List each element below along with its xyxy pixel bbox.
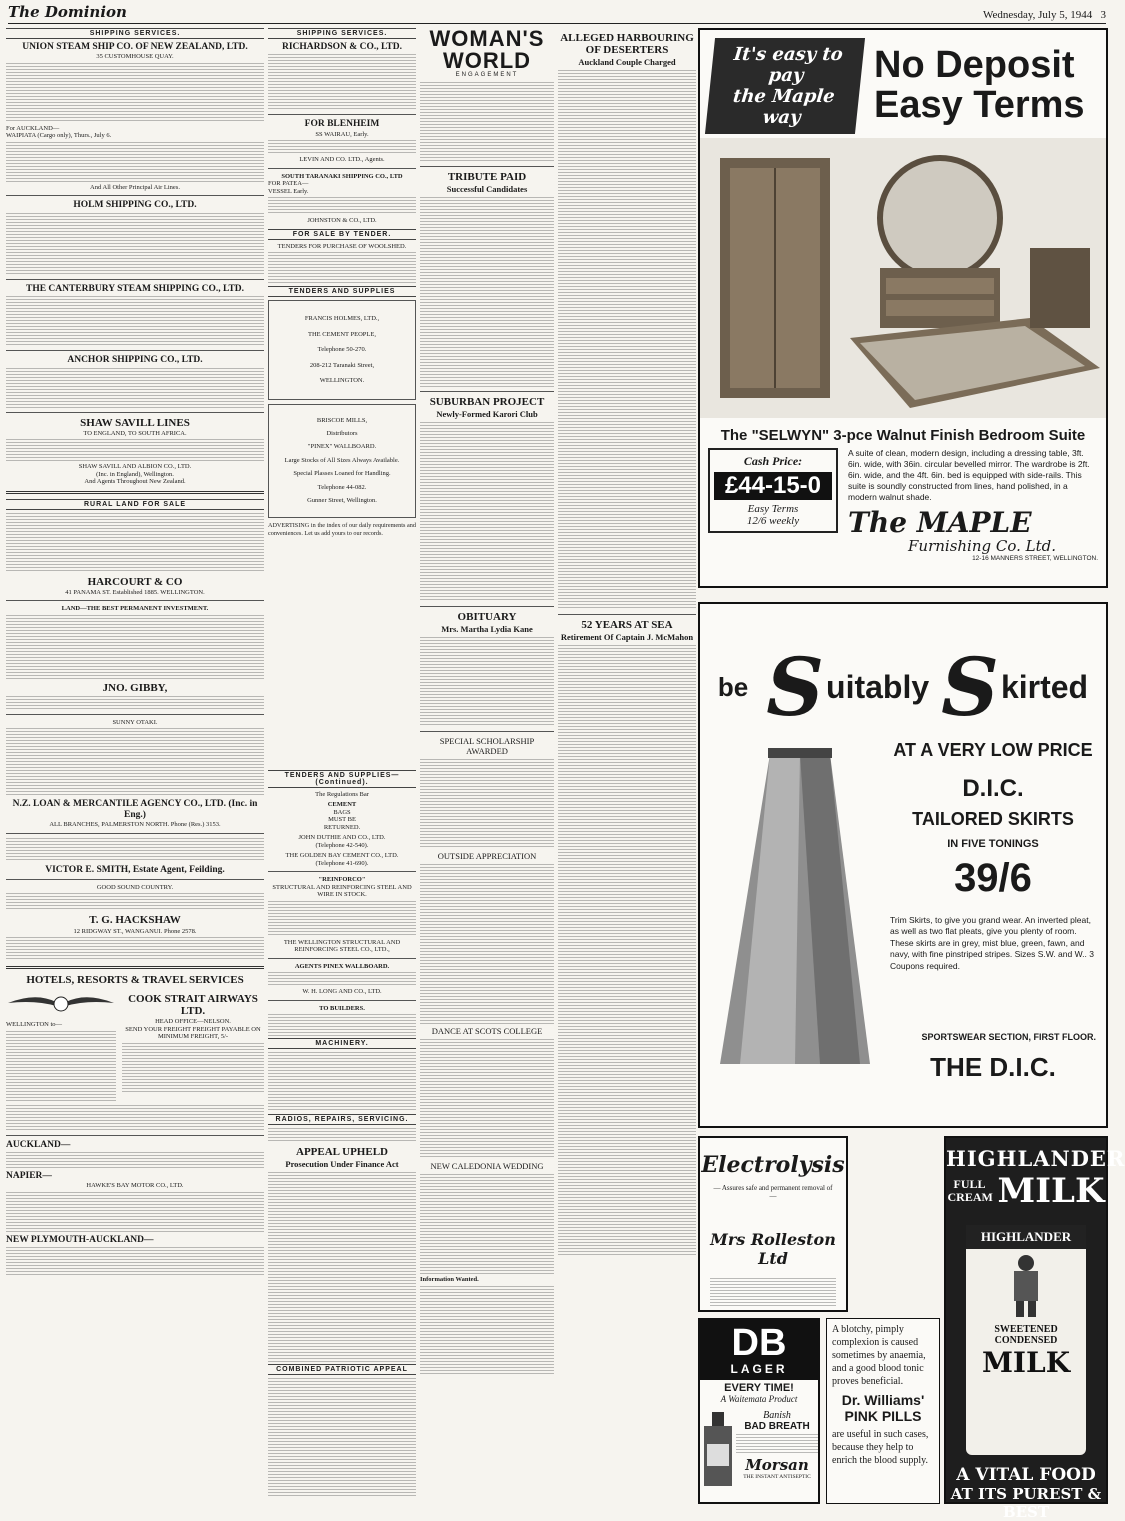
electrolysis-title: Electrolysis (701, 1152, 845, 1178)
text-block (736, 1434, 818, 1454)
divider (558, 614, 696, 615)
rural-heading: RURAL LAND FOR SALE (6, 499, 264, 510)
telephone-2: Telephone 44-082. (317, 483, 367, 491)
highlander-milk-ad (944, 1136, 1125, 1521)
information-wanted: Information Wanted. (420, 1276, 479, 1284)
bedroom-suite-illustration (700, 138, 1106, 418)
milk: MILK (997, 1171, 1105, 1211)
blenheim-ship: SS WAIRAU, Early. (315, 130, 369, 138)
text-block (420, 864, 554, 1024)
for-patea: FOR PATEA— (268, 180, 309, 188)
db-product: A Waitemata Product (720, 1394, 798, 1404)
dic-kirted: kirted (1000, 668, 1089, 705)
cash-price: £44-15-0 (714, 472, 832, 500)
text-block (420, 197, 554, 387)
text-block (6, 439, 264, 461)
column-news (558, 28, 696, 1504)
francis-holmes-ad (268, 300, 416, 399)
text-block (420, 759, 554, 849)
full-cream: FULL CREAM (947, 1177, 993, 1204)
shaw-foot-3: And Agents Throughout New Zealand. (84, 478, 186, 486)
cement: CEMENT (327, 801, 357, 809)
outside-heading: OUTSIDE APPRECIATION (437, 851, 537, 862)
richardson-heading: RICHARDSON & CO., LTD. (282, 42, 402, 52)
machinery-heading: MACHINERY. (268, 1038, 416, 1049)
cement-people: THE CEMENT PEOPLE, (308, 330, 376, 338)
dic-logo: THE D.I.C. (930, 1052, 1056, 1083)
pinex-wallboard: "PINEX" WALLBOARD. (307, 443, 377, 451)
text-block (420, 637, 554, 727)
canterbury-heading: THE CANTERBURY STEAM SHIPPING CO., LTD. (25, 283, 245, 294)
dic-uitably: uitably (826, 668, 930, 705)
morsan-text (736, 1410, 818, 1490)
dic-s-ornament-1: S (766, 640, 825, 734)
hackshaw-address: 12 RIDGWAY ST., WANGANUI. Phone 2578. (73, 927, 197, 935)
divider (6, 879, 264, 880)
holm-heading: HOLM SHIPPING CO., LTD. (73, 200, 197, 211)
section-heading: SHIPPING SERVICES. (6, 28, 264, 39)
auckland-route: For AUCKLAND— (6, 124, 60, 132)
dic-description: Trim Skirts, to give you grand wear. An inverted pleat, as well as two flat pleats, give you plenty of room. These skirts are in grey, mist blue, green, fawn, and navy, with fine pinstriped stripes. Sizes S.W. and W.. 3 Coupons required. (890, 915, 1094, 971)
good-sound-country: GOOD SOUND COUNTRY. (96, 883, 174, 891)
winged-logo-icon (6, 990, 116, 1016)
maple-logo: The MAPLE (848, 506, 1032, 540)
divider (6, 833, 264, 834)
rolleston-name: Mrs Rolleston Ltd (710, 1230, 836, 1268)
vessel: VESSEL Early. (268, 187, 309, 195)
text-block (6, 63, 264, 123)
divider (6, 966, 264, 969)
land-heading: LAND—THE BEST PERMANENT INVESTMENT. (61, 605, 209, 613)
shaw-sub: TO ENGLAND, TO SOUTH AFRICA. (83, 429, 187, 437)
divider (6, 600, 264, 601)
db-header (700, 1320, 818, 1380)
text-block (268, 1378, 416, 1498)
maple-logo-2: Furnishing Co. Ltd. (908, 537, 1057, 556)
hawkes-bay-motor: HAWKE'S BAY MOTOR CO., LTD. (86, 1182, 184, 1190)
text-block (558, 70, 696, 610)
john-duthie-tel: (Telephone 42-540). (315, 841, 369, 849)
bad-breath: BAD BREATH (744, 1421, 810, 1432)
banish: Banish (763, 1410, 791, 1421)
victor-smith: VICTOR E. SMITH, Estate Agent, Feilding. (45, 864, 225, 875)
text-block (710, 1278, 836, 1308)
divider (268, 1000, 416, 1001)
golden-bay: THE GOLDEN BAY CEMENT CO., LTD. (285, 852, 399, 860)
text-block (6, 1192, 264, 1232)
suburban-sub: Newly-Formed Karori Club (436, 409, 538, 420)
maple-footer (700, 448, 1106, 562)
highlander-heading: HIGHLANDER (946, 1146, 1125, 1171)
wellington-to: WELLINGTON to— (6, 1021, 63, 1029)
long-co: W. H. LONG AND CO., LTD. (302, 988, 382, 996)
for-sale-heading: FOR SALE BY TENDER. (268, 229, 416, 240)
john-duthie: JOHN DUTHIE AND CO., LTD. (298, 834, 386, 842)
text-block (268, 252, 416, 284)
skirt-illustration (700, 734, 890, 1094)
divider (420, 606, 554, 607)
appeal-upheld-heading: APPEAL UPHELD (296, 1145, 388, 1158)
db-lager-ad (698, 1318, 820, 1504)
dic-sportswear: SPORTSWEAR SECTION, FIRST FLOOR. (921, 1032, 1096, 1043)
structural-steel: STRUCTURAL AND REINFORCING STEEL AND WIRE IN STOCK. (272, 883, 412, 899)
divider (6, 279, 264, 280)
dic-headline (700, 604, 1106, 734)
wellington-steel: THE WELLINGTON STRUCTURAL AND REINFORCING STEEL CO., LTD., (283, 938, 401, 954)
maple-script-1: It's easy to pay (732, 44, 844, 86)
hackshaw-heading: T. G. HACKSHAW (89, 914, 181, 927)
appeal-subheading: Prosecution Under Finance Act (285, 1159, 399, 1170)
milk-tin (966, 1225, 1086, 1455)
tribute-sub: Successful Candidates (446, 184, 528, 195)
text-block (268, 1052, 416, 1112)
maple-easy-terms: Easy Terms (747, 503, 799, 515)
air-lines: And All Other Principal Air Lines. (90, 183, 180, 191)
divider (6, 195, 264, 196)
maple-script-box (705, 38, 865, 134)
column-shipping-2 (268, 28, 416, 768)
francis-holmes: FRANCIS HOLMES, LTD., (304, 315, 380, 323)
dic-name: D.I.C. (962, 775, 1024, 802)
dic-tonings: IN FIVE TONINGS (947, 838, 1039, 850)
combined-patriotic: COMBINED PATRIOTIC APPEAL (268, 1364, 416, 1375)
text-block (6, 213, 264, 275)
large-stocks: Large Stocks of All Sizes Always Available. (284, 456, 400, 464)
maple-price-block (708, 448, 838, 562)
paper-title: The Dominion (8, 3, 127, 21)
text-block (268, 1128, 416, 1142)
anchor-heading: ANCHOR SHIPPING CO., LTD. (67, 355, 203, 366)
maple-address: 12-16 MANNERS STREET, WELLINGTON. (972, 555, 1098, 563)
text-block (268, 54, 416, 110)
shaw-foot-2: (Inc. in England), Wellington. (96, 470, 174, 478)
tin-brand: HIGHLANDER (966, 1225, 1086, 1249)
johnston-co: JOHNSTON & CO., LTD. (307, 217, 377, 225)
cook-freight: SEND YOUR FREIGHT FREIGHT PAYABLE ON MINIMUM FREIGHT, 5/- (125, 1025, 261, 1041)
text-block (420, 1174, 554, 1274)
text-block (420, 1039, 554, 1159)
divider (268, 168, 416, 169)
regulations: The Regulations Bar (315, 791, 369, 798)
must-be: MUST BE (328, 816, 356, 824)
text-block (420, 1286, 554, 1376)
column-womans-world (420, 28, 554, 1504)
electrolysis-sub: — Assures safe and permanent removal of — (713, 1184, 833, 1200)
highlander-sub (946, 1171, 1106, 1211)
text-block (558, 1107, 696, 1257)
divider (420, 731, 554, 732)
morsan-block (700, 1410, 818, 1490)
cash-price-label: Cash Price: (743, 454, 803, 468)
pills-text: A blotchy, pimply complexion is caused sometimes by anaemia, and a good blood tonic proves beneficial. (832, 1324, 926, 1387)
special-loaned: Special Plasses Loaned for Handling. (293, 470, 391, 478)
sweetened-condensed: SWEETENED CONDENSED (994, 1324, 1058, 1346)
auckland-heading: AUCKLAND— (6, 1139, 71, 1150)
napier-heading: NAPIER— (6, 1171, 52, 1181)
db-big: DB (731, 1322, 787, 1364)
alleged-heading: ALLEGED HARBOURING OF DESERTERS (560, 32, 694, 57)
pink-pills-ad (826, 1318, 940, 1504)
divider (268, 958, 416, 959)
dic-cost: 39/6 (954, 856, 1032, 900)
harcourt-address: 41 PANAMA ST. Established 1885. WELLINGTON. (65, 588, 205, 596)
obituary-name: Mrs. Martha Lydia Kane (441, 624, 533, 635)
morsan: Morsan (745, 1456, 809, 1474)
bags: BAGS (333, 808, 351, 816)
years-at-sea-sub: Retirement Of Captain J. McMahon (560, 632, 694, 643)
db-every-time: EVERY TIME! (724, 1382, 794, 1394)
tenders-woolshed: TENDERS FOR PURCHASE OF WOOLSHED. (277, 242, 407, 250)
bottle-icon (700, 1410, 736, 1490)
electrolysis-ad (698, 1136, 848, 1312)
column-advertisements (698, 28, 1125, 1521)
taranaki-street: 208-212 Taranaki Street, (309, 361, 375, 369)
text-block (6, 368, 264, 408)
briscoe-mills: BRISCOE MILLS, (316, 416, 368, 424)
text-block (268, 1014, 416, 1036)
no-deposit: No Deposit (874, 44, 1075, 87)
text-block (6, 142, 264, 182)
pills-text-2: are useful in such cases, because they help to enrich the blood supply. (832, 1429, 929, 1466)
alleged-sub: Auckland Couple Charged (578, 57, 676, 68)
text-block (268, 972, 416, 986)
dic-text (890, 734, 1106, 1094)
text-block (6, 296, 264, 346)
dic-skirts-ad (698, 602, 1108, 1128)
union-quay: 35 CUSTOMHOUSE QUAY. (96, 53, 174, 61)
gunner-street: Gunner Street, Wellington. (307, 497, 377, 505)
text-block (268, 1172, 416, 1362)
text-block (268, 197, 416, 215)
gibby-heading: JNO. GIBBY, (102, 681, 168, 694)
wellington: WELLINGTON. (319, 377, 365, 385)
shaw-savill-heading: SHAW SAVILL LINES (80, 416, 190, 429)
south-taranaki-heading: SOUTH TARANAKI SHIPPING CO., LTD (281, 172, 403, 180)
dic-body (700, 734, 1106, 1094)
tribute-heading: TRIBUTE PAID (447, 171, 527, 183)
text-block (6, 1031, 116, 1101)
distributors: Distributors (326, 429, 358, 437)
divider (6, 1135, 264, 1136)
levin-agents: LEVIN AND CO. LTD., Agents. (299, 156, 385, 164)
divider (268, 114, 416, 115)
dic-be: be (717, 671, 749, 702)
divider (420, 166, 554, 167)
maple-script-2: the Maple way (731, 86, 836, 128)
section-heading: SHIPPING SERVICES. (268, 28, 416, 39)
text-block (420, 82, 554, 162)
text-block (6, 615, 264, 679)
to-builders: TO BUILDERS. (319, 1004, 365, 1012)
divider (6, 491, 264, 494)
cook-head-office: HEAD OFFICE—NELSON. (155, 1018, 231, 1026)
text-block (122, 1043, 264, 1093)
briscoe-ad (268, 404, 416, 518)
auckland-detail: WAIPIATA (Cargo only), Thurs., July 6. (6, 132, 112, 140)
dic-low-price: AT A VERY LOW PRICE (893, 740, 1093, 760)
masthead (8, 4, 1106, 24)
paper-date: Wednesday, July 5, 1944 3 (982, 9, 1106, 21)
text-block (6, 513, 264, 573)
highlander-figure-icon (996, 1249, 1056, 1319)
text-block (558, 645, 696, 1105)
maple-desc-block (838, 448, 1098, 562)
womans-heading: WOMAN'S (429, 26, 545, 51)
purest-best: AT ITS PUREST & BEST (950, 1485, 1102, 1521)
text-block (6, 696, 264, 710)
column-classifieds-1 (6, 28, 264, 1504)
maple-weekly: 12/6 weekly (746, 515, 800, 527)
divider (6, 714, 264, 715)
text-block (6, 937, 264, 961)
world-heading: WORLD (442, 48, 532, 73)
tenders-continued-heading: TENDERS AND SUPPLIES—(Continued). (268, 770, 416, 788)
maple-description: A suite of clean, modern design, including a dressing table, 3ft. 6in. wide, with 36in. circular bevelled mirror. The wardrobe is 2ft. 6in. wide, and the 4ft. 6in. bed is equipped with side-rails. This suite is soundly constructed from lines, hand polished, in a modern walnut shade. (848, 448, 1090, 503)
returned: RETURNED. (323, 823, 361, 831)
text-block (6, 1247, 264, 1277)
text-block (6, 838, 264, 862)
maple-headline (860, 46, 1096, 126)
caledonia-heading: NEW CALEDONIA WEDDING (430, 1161, 544, 1172)
text-block (6, 1152, 264, 1168)
dic-skirt-image (700, 734, 890, 1094)
tenders-supplies-heading: TENDERS AND SUPPLIES (268, 286, 416, 297)
golden-bay-tel: (Telephone 41-690). (315, 859, 369, 867)
new-plymouth-heading: NEW PLYMOUTH-AUCKLAND— (6, 1234, 154, 1245)
scholarship-heading: SPECIAL SCHOLARSHIP AWARDED (439, 736, 535, 757)
agents-pinex: AGENTS PINEX WALLBOARD. (294, 962, 390, 970)
obituary-heading: OBITUARY (457, 611, 517, 624)
airways-timetable (6, 990, 116, 1102)
dic-tailored: TAILORED SKIRTS (912, 809, 1074, 829)
dic-s-ornament-2: S (941, 640, 999, 734)
dance-heading: DANCE AT SCOTS COLLEGE (431, 1026, 543, 1037)
maple-furniture-ad (698, 28, 1108, 588)
blenheim-heading: FOR BLENHEIM (304, 119, 380, 130)
union-steam-heading: UNION STEAM SHIP CO. OF NEW ZEALAND, LTD. (22, 42, 248, 52)
column-tenders-continued (268, 770, 416, 1500)
divider (6, 412, 264, 413)
vital-food: A VITAL FOOD (956, 1465, 1096, 1485)
nz-loan-heading: N.Z. LOAN & MERCANTILE AGENCY CO., LTD. (Inc. in Eng.) (12, 799, 258, 820)
years-at-sea-heading: 52 YEARS AT SEA (581, 619, 673, 632)
divider (6, 350, 264, 351)
text-block (268, 901, 416, 937)
divider (420, 391, 554, 392)
engagement-heading: ENGAGEMENT (455, 72, 519, 78)
cook-strait-ad (122, 990, 264, 1102)
maple-price-box (708, 448, 838, 533)
shaw-foot: SHAW SAVILL AND ALBION CO., LTD. (78, 463, 192, 471)
divider (268, 871, 416, 872)
db-lager: LAGER (730, 1362, 788, 1376)
radios-heading: RADIOS, REPAIRS, SERVICING. (268, 1114, 416, 1125)
sunny-otaki: SUNNY OTAKI. (112, 718, 158, 726)
instant-antiseptic: THE INSTANT ANTISEPTIC (743, 1474, 811, 1480)
cook-strait-heading: COOK STRAIT AIRWAYS LTD. (128, 993, 258, 1018)
tin-milk: MILK (981, 1346, 1071, 1379)
nz-loan-branches: ALL BRANCHES, PALMERSTON NORTH. Phone (Res.) 3153. (49, 821, 221, 829)
reinforco: "REINFORCO" (318, 876, 366, 884)
easy-terms: Easy Terms (874, 84, 1085, 126)
text-block (6, 1105, 264, 1131)
text-block (6, 893, 264, 911)
pink-pills: PINK PILLS (844, 1408, 922, 1424)
airways-block (6, 990, 264, 1102)
selwyn-suite: The "SELWYN" 3-pce Walnut Finish Bedroom Suite (720, 427, 1086, 444)
hotels-heading: HOTELS, RESORTS & TRAVEL SERVICES (26, 974, 244, 986)
text-block (420, 422, 554, 602)
suburban-heading: SUBURBAN PROJECT (429, 396, 545, 409)
telephone: Telephone 50-270. (317, 346, 367, 354)
text-block (268, 140, 416, 154)
dr-williams: Dr. Williams' (841, 1392, 925, 1408)
text-block (6, 728, 264, 796)
advertising-note: ADVERTISING in the index of our daily requirements and conveniences. Let us add yours to our records. (268, 521, 416, 537)
maple-header (700, 30, 1106, 138)
harcourt-heading: HARCOURT & CO (87, 575, 183, 588)
